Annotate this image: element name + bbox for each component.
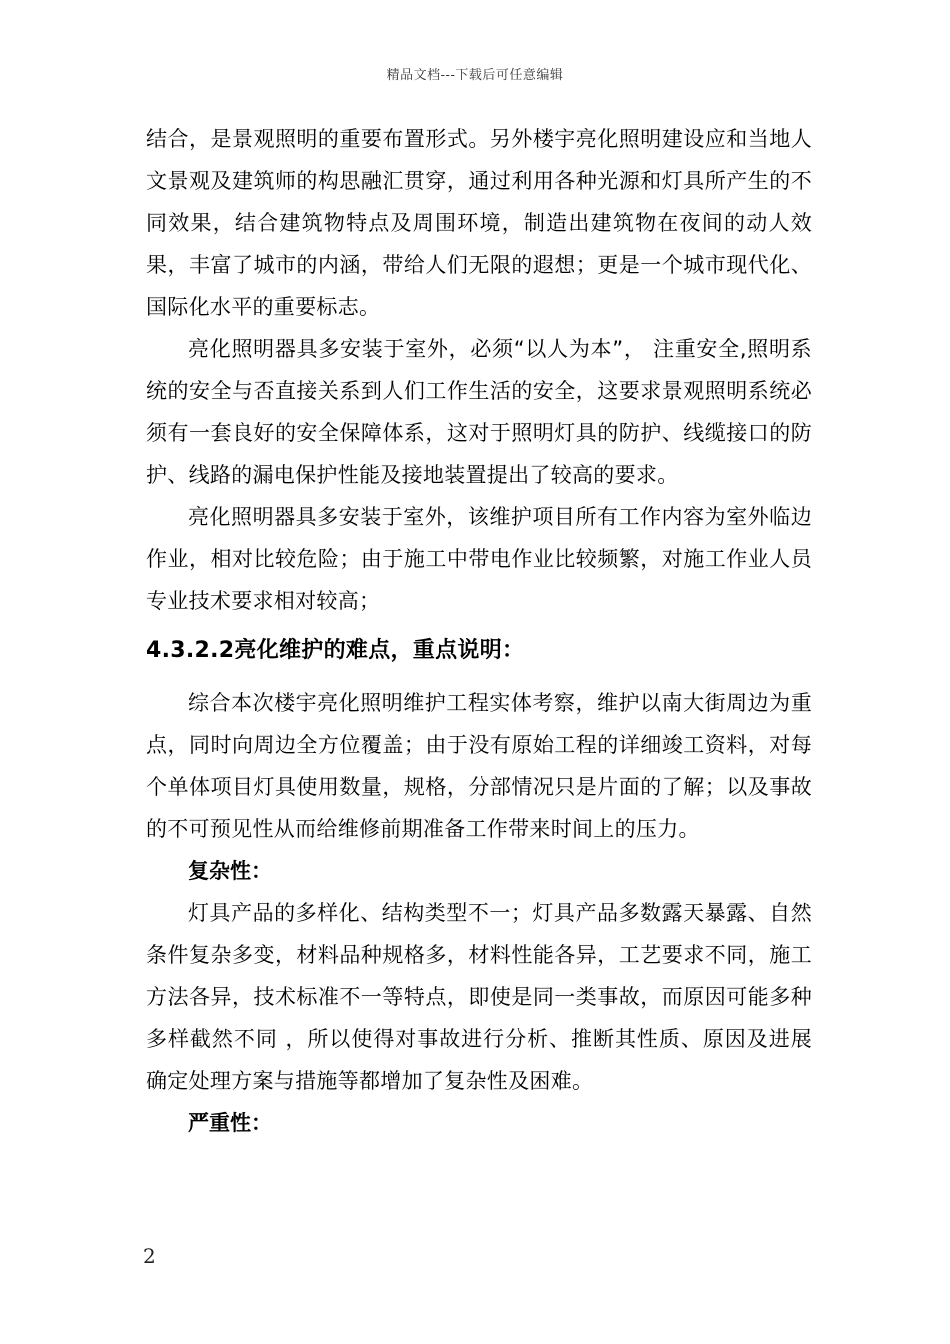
paragraph-complexity: 灯具产品的多样化、结构类型不一；灯具产品多数露天暴露、自然条件复杂多变，材料品种规格多，材料性能各异，工艺要求不同，施工方法各异，技术标准不一等特点，即使是同一类事故，而原因可能多种多样截然不同 ，所以使得对事故进行分析、推断其性质、原因及进展确定处理方案与措施等都增加了复杂性及困难。 <box>146 901 812 1093</box>
page-number: 2 <box>143 1244 156 1268</box>
page-header: 精品文档---下载后可任意编辑 <box>386 68 564 83</box>
section-heading: 4.3.2.2亮化维护的难点，重点说明： <box>146 638 525 663</box>
subheading-complexity: 复杂性： <box>188 859 272 883</box>
paragraph-maintenance-overview: 综合本次楼宇亮化照明维护工程实体考察，维护以南大街周边为重点，同时向周边全方位覆盖；由于没有原始工程的详细竣工资料，对每个单体项目灯具使用数量，规格，分部情况只是片面的了解；以及事故的不可预见性从而给维修前期准备工作带来时间上的压力。 <box>146 691 812 841</box>
document-body <box>146 118 812 1144</box>
paragraph-landscape-lighting: 结合，是景观照明的重要布置形式。另外楼宇亮化照明建设应和当地人文景观及建筑师的构思融汇贯穿，通过利用各种光源和灯具所产生的不同效果，结合建筑物特点及周围环境，制造出建筑物在夜间的动人效果，丰富了城市的内涵，带给人们无限的遐想；更是一个城市现代化、国际化水平的重要标志。 <box>146 127 812 319</box>
paragraph-outdoor-work: 亮化照明器具多安装于室外，该维护项目所有工作内容为室外临边作业，相对比较危险；由于施工中带电作业比较频繁，对施工作业人员专业技术要求相对较高； <box>146 505 812 613</box>
paragraph-safety: 亮化照明器具多安装于室外，必须“以人为本”， 注重安全,照明系统的安全与否直接关系到人们工作生活的安全，这要求景观照明系统必须有一套良好的安全保障体系，这对于照明灯具的防护、线缆接口的防护、线路的漏电保护性能及接地装置提出了较高的要求。 <box>146 337 812 487</box>
subheading-severity: 严重性： <box>188 1111 272 1135</box>
